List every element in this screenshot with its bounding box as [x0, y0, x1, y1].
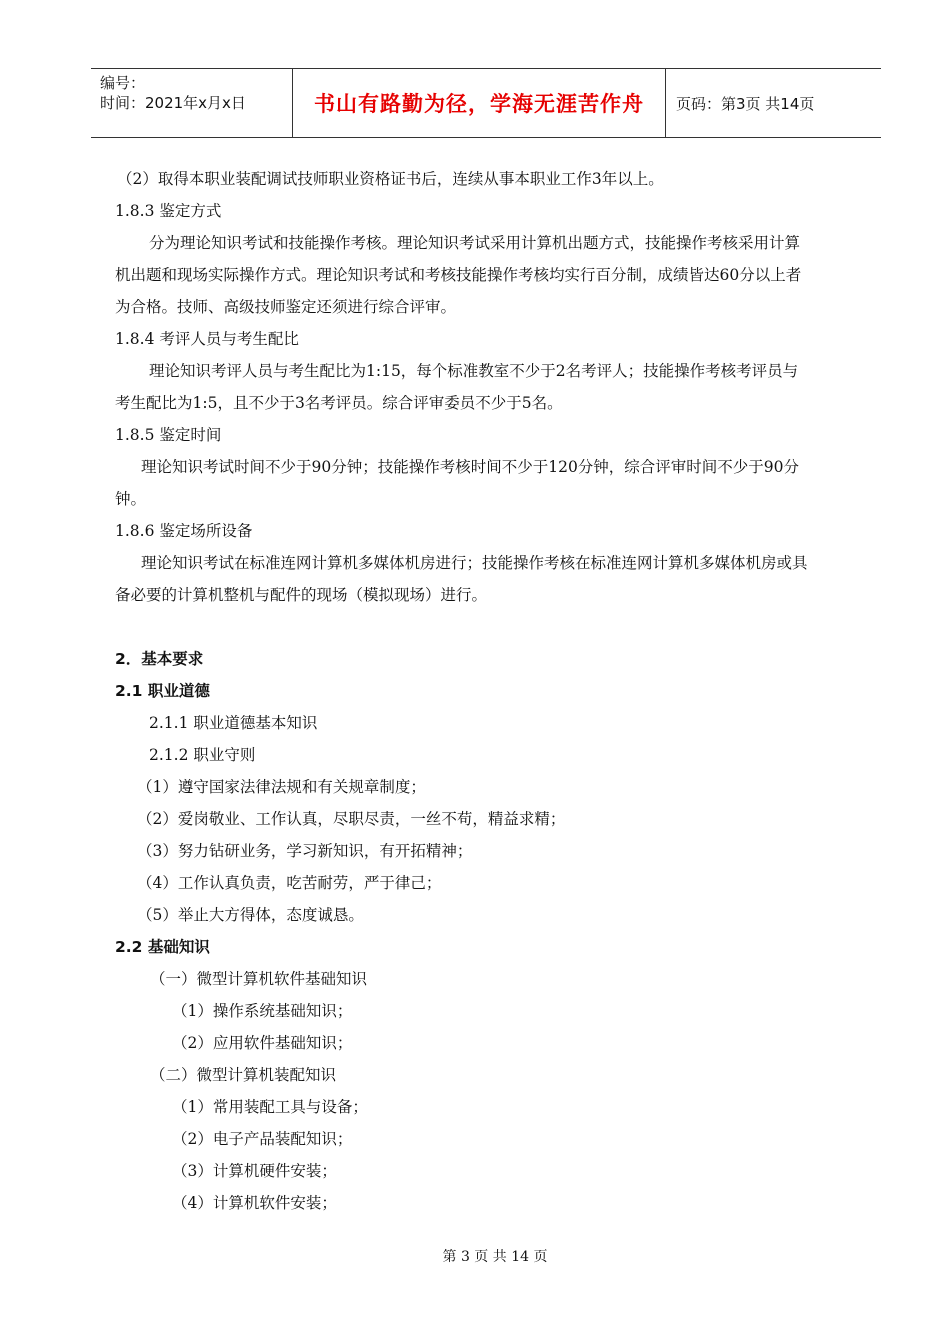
paragraph-line: 备必要的计算机整机与配件的现场（模拟现场）进行。 [115, 586, 488, 604]
paragraph-line: 理论知识考试在标准连网计算机多媒体机房进行；技能操作考核在标准连网计算机多媒体机房或具 [141, 554, 808, 572]
list-item: （1）常用装配工具与设备； [172, 1098, 368, 1116]
paragraph-line: 考生配比为1:5，且不少于3名考评员。综合评审委员不少于5名。 [115, 394, 563, 412]
page-footer: 第 3 页 共 14 页 [442, 1249, 548, 1265]
subsection-heading: （二）微型计算机装配知识 [150, 1066, 337, 1084]
paragraph-line: 机出题和现场实际操作方式。理论知识考试和考核技能操作考核均实行百分制，成绩皆达60分以上者 [115, 266, 802, 284]
list-item: （4）计算机软件安装； [172, 1194, 337, 1212]
section-heading-2-2: 2.2 基础知识 [115, 938, 210, 956]
paragraph-line: 钟。 [115, 490, 147, 508]
paragraph-line: 理论知识考评人员与考生配比为1:15，每个标准教室不少于2名考评人；技能操作考核考评员与 [149, 362, 799, 380]
paragraph-line: 分为理论知识考试和技能操作考核。理论知识考试采用计算机出题方式，技能操作考核采用计算 [149, 234, 801, 252]
document-header [91, 68, 881, 138]
list-item: （2）电子产品装配知识； [172, 1130, 353, 1148]
section-heading-1-8-6: 1.8.6 鉴定场所设备 [115, 522, 253, 540]
section-heading-1-8-5: 1.8.5 鉴定时间 [115, 426, 222, 444]
id-label: 编号： [100, 74, 146, 92]
subsection-heading: （一）微型计算机软件基础知识 [150, 970, 368, 988]
list-item: （3）计算机硬件安装； [172, 1162, 337, 1180]
list-item: （1）操作系统基础知识； [172, 1002, 353, 1020]
time-label: 时间：2021年x月x日 [100, 94, 246, 112]
header-meta [100, 73, 246, 113]
section-heading-1-8-3: 1.8.3 鉴定方式 [115, 202, 222, 220]
list-item: （3）努力钻研业务，学习新知识，有开拓精神； [137, 842, 473, 860]
subsection-heading: 2.1.2 职业守则 [149, 746, 256, 764]
list-item: （5）举止大方得体，态度诚恳。 [137, 906, 364, 924]
list-item: （2）应用软件基础知识； [172, 1034, 353, 1052]
header-page-label: 页码：第3页 共14页 [676, 94, 815, 113]
paragraph-line: 为合格。技师、高级技师鉴定还须进行综合评审。 [115, 298, 457, 316]
list-item: （2）爱岗敬业、工作认真，尽职尽责，一丝不苟，精益求精； [137, 810, 566, 828]
header-motto: 书山有路勤为径，学海无涯苦作舟 [314, 92, 644, 116]
list-item: （1）遵守国家法律法规和有关规章制度； [137, 778, 426, 796]
paragraph-line: 理论知识考试时间不少于90分钟；技能操作考核时间不少于120分钟，综合评审时间不少于90分 [141, 458, 800, 476]
section-heading-2: 2．基本要求 [115, 650, 204, 668]
list-item: （4）工作认真负责，吃苦耐劳，严于律己； [137, 874, 442, 892]
header-divider-right [665, 69, 666, 137]
qualification-line: （2）取得本职业装配调试技师职业资格证书后，连续从事本职业工作3年以上。 [117, 170, 664, 188]
section-heading-2-1: 2.1 职业道德 [115, 682, 210, 700]
subsection-heading: 2.1.1 职业道德基本知识 [149, 714, 318, 732]
section-heading-1-8-4: 1.8.4 考评人员与考生配比 [115, 330, 299, 348]
